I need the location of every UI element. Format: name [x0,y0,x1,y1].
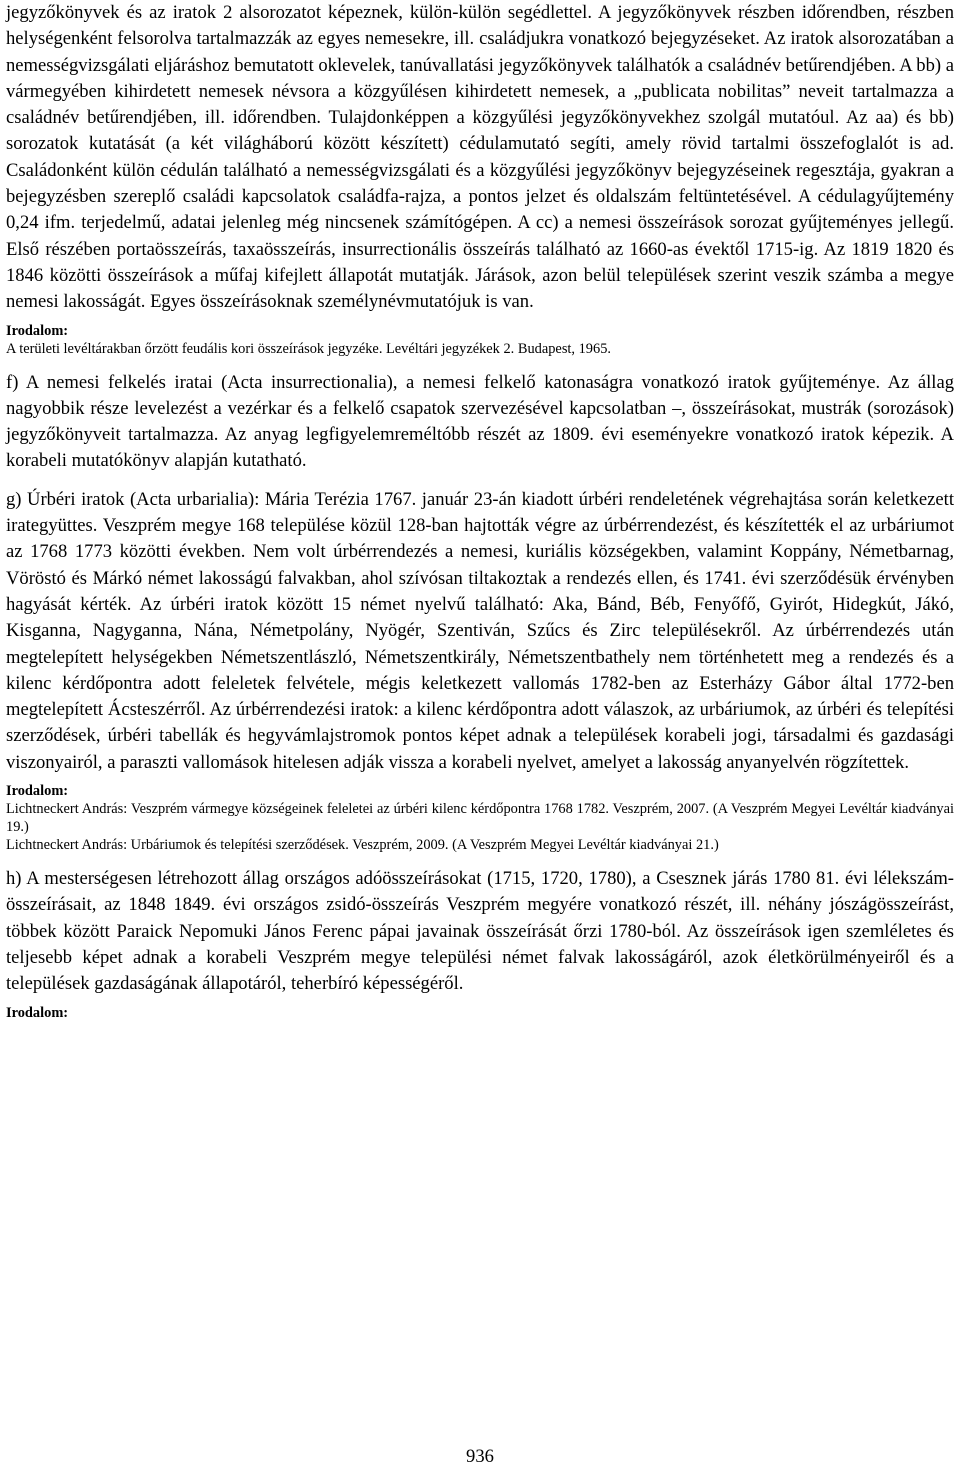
paragraph-h: h) A mesterségesen létrehozott állag országos adóösszeírásokat (1715, 1720, 1780), a Csesznek járás 1780 81. évi lélekszám-összeírásait, az 1848 1849. évi országos zsidó-összeírás Veszprém megyére vonatkozó részét, ill. néhány jószágösszeírást, többek között Paraick Nepomuki János Ferenc pápai javainak összeírását őrzi 1780-ból. Az összeírások igen szemléletes és teljesebb képet adnak a korabeli Veszprém megye települési német falvak lakosságáról, azok életkörülményeiről és a települések gazdaságának állapotáról, teherbíró képességéről. [6,868,954,995]
page-number: 936 [466,1446,494,1467]
literature-heading: Irodalom: [6,1004,69,1021]
literature-heading: Irodalom: [6,322,69,339]
paragraph-e-continued: jegyzőkönyvek és az iratok 2 alsorozatot képeznek, külön-külön segédlettel. A jegyzőkönyvek részben időrendben, részben helységenként felsorolva tartalmazzák az egyes nemesekre, ill. családjukra vonatkozó bejegyzéseket. Az iratok alsorozatában a nemességvizsgálati eljáráshoz bemutatott oklevelek, tanúvallatási jegyzőkönyvek találhatók a családnév betűrendjében. A bb) a vármegyében kihirdetett nemesek névsora a közgyűlésen kihirdetett nemesek, a „publicata nobilitas” neveit tartalmazza a családnév betűrendjében, ill. időrendben. Tulajdonképpen a közgyűlési jegyzőkönyvekhez szolgál mutatóul. Az aa) és bb) sorozatok kutatását (a két világháború között készített) cédulamutató segíti, amely rövid tartalmi összefoglalót is ad. Családonként külön cédulán található a nemességvizsgálati és a közgyűlési jegyzőkönyv bejegyzéseinek regesztája, gyakran a bejegyzésben szereplő családi kapcsolatok családfa-rajza, a pontos jelzet és oldalszám feltüntetésével. A cédulagyűjtemény 0,24 ifm. terjedelmű, adatai jelenleg még nincsenek számítógépen. A cc) a nemesi összeírások sorozat gyűjteményes jellegű. Első részében portaösszeírás, taxaösszeírás, insurrectionális összeírás található az 1660-as évektől 1715-ig. Az 1819 1820 és 1846 közötti összeírások a műfaj kifejlett állapotát mutatják. Járások, azon belül települések szerint veszik számba a megye nemesi lakosságát. Egyes összeírásoknak személynévmutatójuk is van. [6,2,954,313]
literature-entry: A területi levéltárakban őrzött feudális kori összeírások jegyzéke. Levéltári jegyzékek 2. Budapest, 1965. [6,340,611,357]
literature-entry: Lichtneckert András: Veszprém vármegye községeinek feleletei az úrbéri kilenc kérdőpontra 1768 1782. Veszprém, 2007. (A Veszprém Megyei Levéltár kiadványai 19.) [6,801,954,836]
paragraph-f: f) A nemesi felkelés iratai (Acta insurrectionalia), a nemesi felkelő katonaságra vonatkozó iratok gyűjteménye. Az állag nagyobbik része levelezést a vezérkar és a felkelő csapatok szervezésével kapcsolatban –, összeírásokat, mustrák (sorozások) jegyzőkönyveit tartalmazza. Az anyag legfigyelemreméltóbb részét az 1809. évi eseményekre vonatkozó iratok képezik. A korabeli mutatókönyv alapján kutatható. [6,371,954,472]
literature-heading: Irodalom: [6,783,69,800]
literature-entry: Lichtneckert András: Urbáriumok és telepítési szerződések. Veszprém, 2009. (A Veszprém Megyei Levéltár kiadványai 21.) [6,837,719,854]
paragraph-g: g) Úrbéri iratok (Acta urbarialia): Mária Terézia 1767. január 23-án kiadott úrbéri rendeletének végrehajtása során keletkezett irategyüttes. Veszprém megye 168 települése közül 128-ban hajtották végre az úrbérrendezést, és készítették el az urbáriumot az 1768 1773 közötti években. Nem volt úrbérrendezés a nemesi, kuriális községekben, valamint Koppány, Németbarnag, Vöröstó és Márkó német lakosságú falvakban, ahol szívósan tiltakoztak a rendezés ellen, és 1741. évi szerződésük érvényben hagyását kérték. Az úrbéri iratok között 15 német nyelvű található: Aka, Bánd, Béb, Fenyőfő, Gyirót, Hidegkút, Jákó, Kisganna, Nagyganna, Nána, Németpolány, Nyögér, Szentiván, Szűcs és Zirc településekről. Az úrbérrendezés után megtelepített helységekben Németszentlászló, Németszentkirály, Németszentbathely nem történhetett meg a rendezés és a kilenc kérdőpontra adott feleletek felvétele, mégis keletkezett vallomás 1782-ben az Esterházy Gábor által 1772-ben megtelepített Ácsteszérről. Az úrbérrendezési iratok: a kilenc kérdőpontra adott válaszok, az urbáriumok, az úrbéri és telepítési szerződések, úrbéri tabellák és hegyvámlajstromok pontos képet adnak a települések korabeli jogi, társadalmi és gazdasági viszonyairól, a paraszti vallomások hitelesen adják vissza a korabeli nyelvet, amelyet a lakosság anyanyelvén rögzítettek. [6,488,954,773]
document-page [6,0,954,1022]
